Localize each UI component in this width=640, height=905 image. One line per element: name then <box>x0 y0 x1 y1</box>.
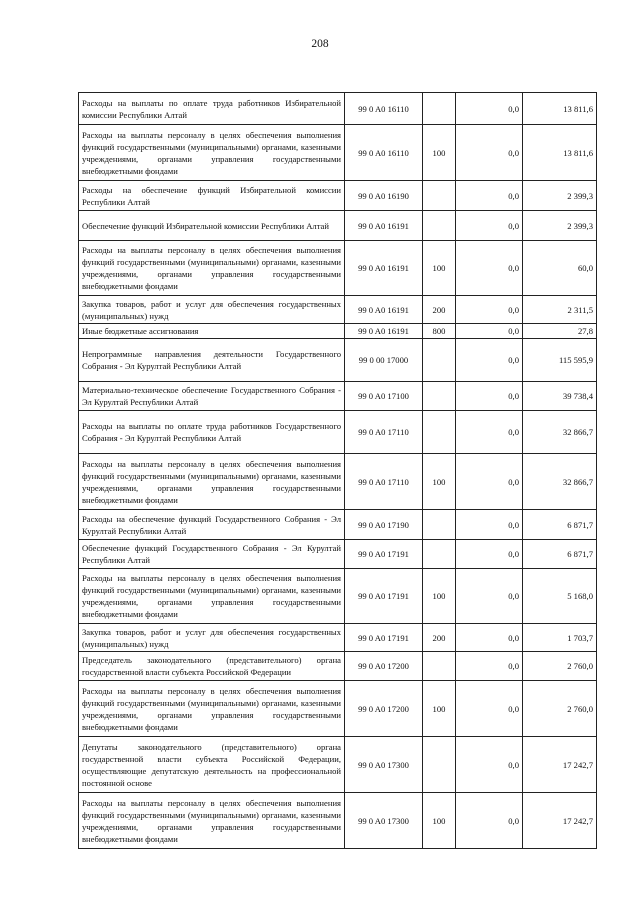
amount-first: 0,0 <box>456 93 523 125</box>
amount-second: 17 242,7 <box>523 793 597 849</box>
amount-first: 0,0 <box>456 211 523 241</box>
row-description: Расходы на выплаты по оплате труда работников Избирательной комиссии Республики Алтай <box>79 93 345 125</box>
expense-type-code <box>423 652 456 681</box>
row-description: Расходы на выплаты персоналу в целях обеспечения выполнения функций государственными (муниципальными) органами, казенными учреждениями, органами управления государственными внебюджетными фондами <box>79 241 345 296</box>
amount-second: 6 871,7 <box>523 510 597 540</box>
amount-second: 115 595,9 <box>523 339 597 382</box>
row-description: Расходы на выплаты персоналу в целях обеспечения выполнения функций государственными (муниципальными) органами, казенными учреждениями, органами управления государственными внебюджетными фондами <box>79 793 345 849</box>
target-article-code: 99 0 A0 16191 <box>345 324 423 339</box>
expense-type-code <box>423 181 456 211</box>
amount-second: 1 703,7 <box>523 624 597 652</box>
target-article-code: 99 0 A0 16190 <box>345 181 423 211</box>
expense-type-code: 100 <box>423 569 456 624</box>
amount-first: 0,0 <box>456 793 523 849</box>
expense-type-code: 100 <box>423 125 456 181</box>
amount-first: 0,0 <box>456 454 523 510</box>
expense-type-code: 200 <box>423 624 456 652</box>
target-article-code: 99 0 A0 17200 <box>345 681 423 737</box>
row-description: Председатель законодательного (представительного) органа государственной власти субъекта Российской Федерации <box>79 652 345 681</box>
target-article-code: 99 0 A0 17300 <box>345 737 423 793</box>
row-description: Расходы на обеспечение функций Государственного Собрания - Эл Курултай Республики Алтай <box>79 510 345 540</box>
row-description: Расходы на выплаты по оплате труда работников Государственного Собрания - Эл Курултай Республики Алтай <box>79 411 345 454</box>
budget-table-body <box>79 93 597 849</box>
amount-second: 2 760,0 <box>523 681 597 737</box>
row-description: Закупка товаров, работ и услуг для обеспечения государственных (муниципальных) нужд <box>79 624 345 652</box>
amount-second: 2 311,5 <box>523 296 597 324</box>
amount-first: 0,0 <box>456 382 523 411</box>
expense-type-code <box>423 211 456 241</box>
amount-second: 39 738,4 <box>523 382 597 411</box>
target-article-code: 99 0 A0 16110 <box>345 125 423 181</box>
target-article-code: 99 0 A0 16191 <box>345 296 423 324</box>
target-article-code: 99 0 A0 16191 <box>345 241 423 296</box>
expense-type-code: 100 <box>423 241 456 296</box>
target-article-code: 99 0 00 17000 <box>345 339 423 382</box>
amount-first: 0,0 <box>456 339 523 382</box>
target-article-code: 99 0 A0 16191 <box>345 211 423 241</box>
amount-second: 32 866,7 <box>523 411 597 454</box>
row-description: Расходы на выплаты персоналу в целях обеспечения выполнения функций государственными (муниципальными) органами, казенными учреждениями, органами управления государственными внебюджетными фондами <box>79 569 345 624</box>
amount-first: 0,0 <box>456 569 523 624</box>
amount-first: 0,0 <box>456 540 523 569</box>
table-row <box>79 211 597 241</box>
row-description: Закупка товаров, работ и услуг для обеспечения государственных (муниципальных) нужд <box>79 296 345 324</box>
table-row <box>79 454 597 510</box>
amount-first: 0,0 <box>456 181 523 211</box>
row-description: Депутаты законодательного (представительного) органа государственной власти субъекта Российской Федерации, осуществляющие депутатскую деятельность на профессиональной постоянной основе <box>79 737 345 793</box>
expense-type-code <box>423 540 456 569</box>
table-row <box>79 540 597 569</box>
target-article-code: 99 0 A0 17200 <box>345 652 423 681</box>
table-row <box>79 339 597 382</box>
table-row <box>79 241 597 296</box>
amount-first: 0,0 <box>456 624 523 652</box>
table-row <box>79 125 597 181</box>
table-row <box>79 569 597 624</box>
amount-first: 0,0 <box>456 125 523 181</box>
expense-type-code <box>423 382 456 411</box>
amount-first: 0,0 <box>456 241 523 296</box>
amount-first: 0,0 <box>456 652 523 681</box>
target-article-code: 99 0 A0 16110 <box>345 93 423 125</box>
amount-second: 32 866,7 <box>523 454 597 510</box>
expense-type-code <box>423 737 456 793</box>
expense-type-code <box>423 93 456 125</box>
row-description: Обеспечение функций Государственного Собрания - Эл Курултай Республики Алтай <box>79 540 345 569</box>
amount-first: 0,0 <box>456 510 523 540</box>
row-description: Расходы на выплаты персоналу в целях обеспечения выполнения функций государственными (муниципальными) органами, казенными учреждениями, органами управления государственными внебюджетными фондами <box>79 454 345 510</box>
amount-second: 5 168,0 <box>523 569 597 624</box>
target-article-code: 99 0 A0 17191 <box>345 540 423 569</box>
amount-first: 0,0 <box>456 296 523 324</box>
target-article-code: 99 0 A0 17110 <box>345 454 423 510</box>
target-article-code: 99 0 A0 17191 <box>345 624 423 652</box>
amount-second: 13 811,6 <box>523 93 597 125</box>
page-number: 208 <box>311 38 329 50</box>
table-row <box>79 324 597 339</box>
table-row <box>79 681 597 737</box>
expense-type-code: 800 <box>423 324 456 339</box>
expense-type-code: 100 <box>423 681 456 737</box>
amount-second: 27,8 <box>523 324 597 339</box>
row-description: Расходы на выплаты персоналу в целях обеспечения выполнения функций государственными (муниципальными) органами, казенными учреждениями, органами управления государственными внебюджетными фондами <box>79 125 345 181</box>
expense-type-code <box>423 411 456 454</box>
expense-type-code <box>423 510 456 540</box>
amount-second: 6 871,7 <box>523 540 597 569</box>
amount-second: 2 399,3 <box>523 181 597 211</box>
row-description: Иные бюджетные ассигнования <box>79 324 345 339</box>
amount-second: 60,0 <box>523 241 597 296</box>
target-article-code: 99 0 A0 17100 <box>345 382 423 411</box>
table-row <box>79 624 597 652</box>
amount-first: 0,0 <box>456 411 523 454</box>
amount-first: 0,0 <box>456 681 523 737</box>
table-row <box>79 296 597 324</box>
amount-second: 13 811,6 <box>523 125 597 181</box>
amount-second: 2 760,0 <box>523 652 597 681</box>
row-description: Материально-техническое обеспечение Государственного Собрания - Эл Курултай Республики Алтай <box>79 382 345 411</box>
row-description: Непрограммные направления деятельности Государственного Собрания - Эл Курултай Республики Алтай <box>79 339 345 382</box>
target-article-code: 99 0 A0 17190 <box>345 510 423 540</box>
expense-type-code <box>423 339 456 382</box>
expense-type-code: 200 <box>423 296 456 324</box>
table-row <box>79 382 597 411</box>
amount-second: 17 242,7 <box>523 737 597 793</box>
table-row <box>79 93 597 125</box>
target-article-code: 99 0 A0 17191 <box>345 569 423 624</box>
row-description: Расходы на выплаты персоналу в целях обеспечения выполнения функций государственными (муниципальными) органами, казенными учреждениями, органами управления государственными внебюджетными фондами <box>79 681 345 737</box>
table-row <box>79 652 597 681</box>
budget-table <box>78 92 597 849</box>
expense-type-code: 100 <box>423 793 456 849</box>
amount-second: 2 399,3 <box>523 211 597 241</box>
table-row <box>79 737 597 793</box>
amount-first: 0,0 <box>456 324 523 339</box>
target-article-code: 99 0 A0 17110 <box>345 411 423 454</box>
row-description: Обеспечение функций Избирательной комиссии Республики Алтай <box>79 211 345 241</box>
target-article-code: 99 0 A0 17300 <box>345 793 423 849</box>
table-row <box>79 510 597 540</box>
row-description: Расходы на обеспечение функций Избирательной комиссии Республики Алтай <box>79 181 345 211</box>
table-row <box>79 793 597 849</box>
table-row <box>79 181 597 211</box>
amount-first: 0,0 <box>456 737 523 793</box>
table-row <box>79 411 597 454</box>
expense-type-code: 100 <box>423 454 456 510</box>
